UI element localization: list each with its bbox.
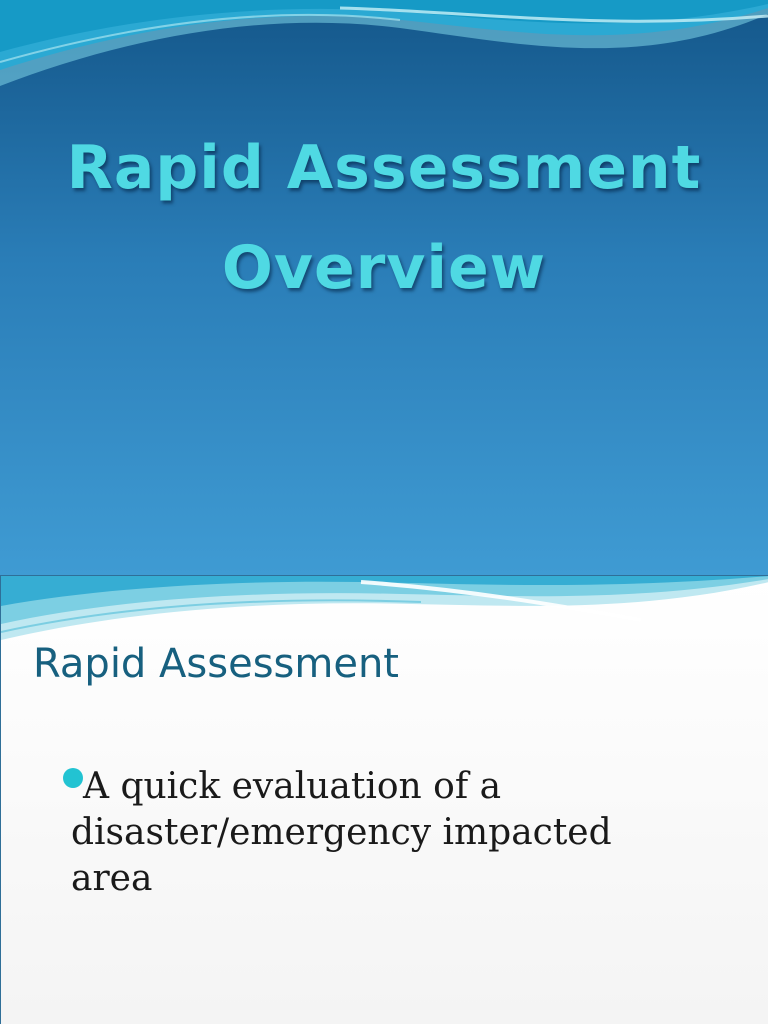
wave-banner bbox=[1, 576, 768, 646]
presentation-title bbox=[0, 118, 768, 318]
title-line-1: Rapid Assessment bbox=[66, 133, 702, 203]
bullet-list bbox=[61, 764, 701, 902]
bullet-dot-icon bbox=[63, 768, 83, 788]
content-slide bbox=[0, 575, 768, 1024]
bullet-text: A quick evaluation of a disaster/emergency impacted area bbox=[71, 766, 612, 899]
list-item bbox=[61, 764, 701, 902]
slide-heading: Rapid Assessment bbox=[33, 641, 399, 687]
title-line-2: Overview bbox=[221, 233, 547, 303]
wave-banner bbox=[0, 0, 768, 110]
